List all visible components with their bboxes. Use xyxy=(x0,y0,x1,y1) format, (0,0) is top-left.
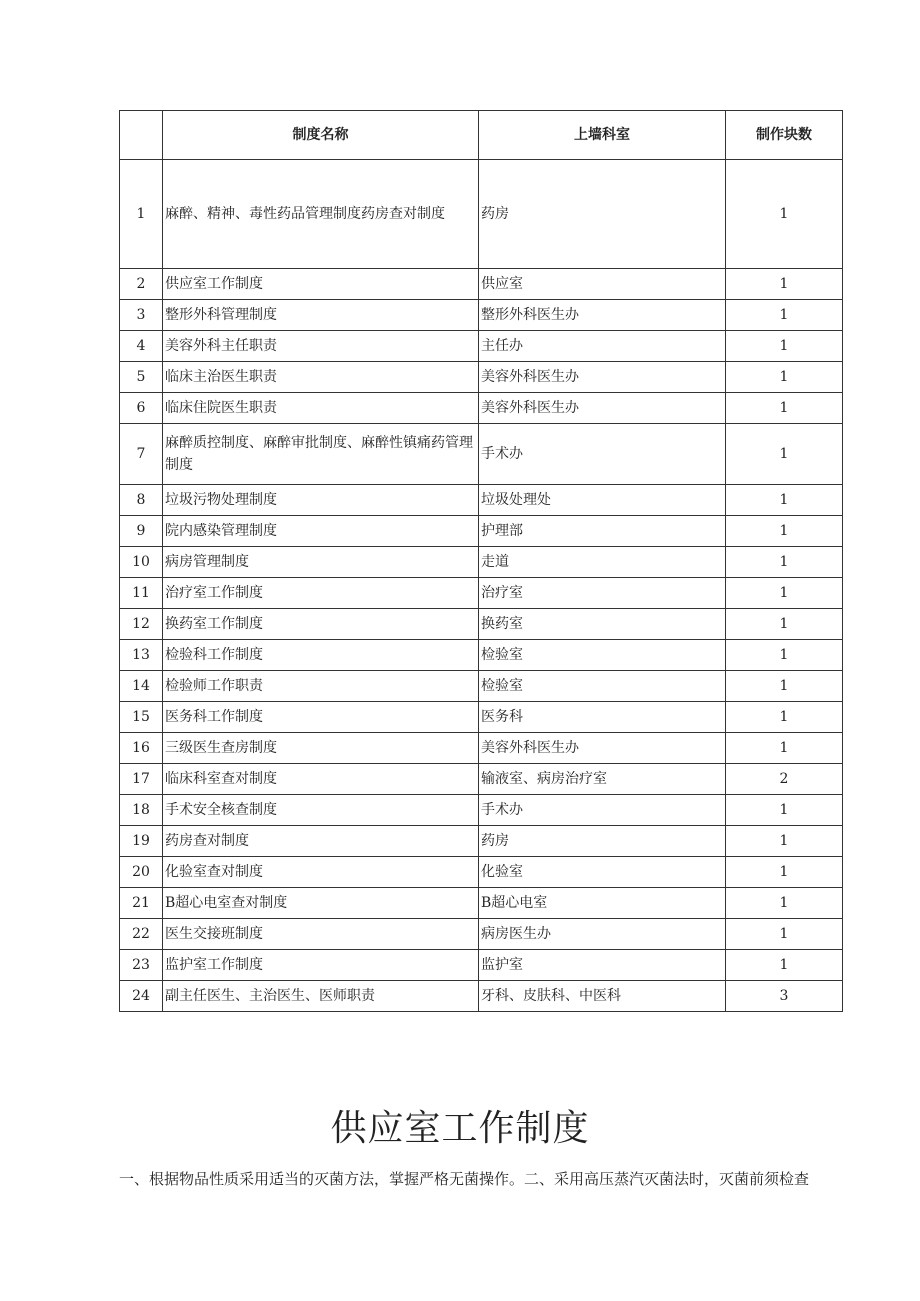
row-policy-name: 病房管理制度 xyxy=(163,547,479,578)
row-count: 1 xyxy=(726,485,843,516)
row-department: 走道 xyxy=(479,547,726,578)
row-policy-name: 麻醉、精神、毒性药品管理制度药房查对制度 xyxy=(163,160,479,269)
row-count: 1 xyxy=(726,919,843,950)
row-index: 8 xyxy=(120,485,163,516)
table-row xyxy=(120,362,843,393)
table-row xyxy=(120,950,843,981)
table-row xyxy=(120,269,843,300)
row-count: 1 xyxy=(726,547,843,578)
row-index: 6 xyxy=(120,393,163,424)
row-index: 1 xyxy=(120,160,163,269)
table-row xyxy=(120,733,843,764)
row-count: 1 xyxy=(726,640,843,671)
row-count: 2 xyxy=(726,764,843,795)
row-department: 治疗室 xyxy=(479,578,726,609)
section-title: 供应室工作制度 xyxy=(330,1108,590,1149)
row-index: 9 xyxy=(120,516,163,547)
table-row xyxy=(120,795,843,826)
row-count: 1 xyxy=(726,888,843,919)
row-department: 供应室 xyxy=(479,269,726,300)
row-department: 病房医生办 xyxy=(479,919,726,950)
row-index: 4 xyxy=(120,331,163,362)
row-department: 整形外科医生办 xyxy=(479,300,726,331)
row-index: 12 xyxy=(120,609,163,640)
row-count: 1 xyxy=(726,269,843,300)
row-index: 23 xyxy=(120,950,163,981)
row-index: 15 xyxy=(120,702,163,733)
row-policy-name: 医务科工作制度 xyxy=(163,702,479,733)
table-row xyxy=(120,393,843,424)
row-count: 1 xyxy=(726,826,843,857)
row-index: 21 xyxy=(120,888,163,919)
row-policy-name: B超心电室查对制度 xyxy=(163,888,479,919)
row-department: 医务科 xyxy=(479,702,726,733)
row-department: 手术办 xyxy=(479,795,726,826)
row-count: 1 xyxy=(726,795,843,826)
table-header-row xyxy=(120,111,843,160)
row-index: 22 xyxy=(120,919,163,950)
row-count: 1 xyxy=(726,609,843,640)
row-department: 监护室 xyxy=(479,950,726,981)
row-policy-name: 换药室工作制度 xyxy=(163,609,479,640)
row-index: 17 xyxy=(120,764,163,795)
row-count: 1 xyxy=(726,300,843,331)
policy-table xyxy=(119,110,843,1012)
row-policy-name: 药房查对制度 xyxy=(163,826,479,857)
row-count: 1 xyxy=(726,671,843,702)
row-policy-name: 整形外科管理制度 xyxy=(163,300,479,331)
row-index: 7 xyxy=(120,424,163,485)
row-count: 3 xyxy=(726,981,843,1012)
header-department: 上墙科室 xyxy=(479,111,726,160)
table-row xyxy=(120,485,843,516)
row-policy-name: 监护室工作制度 xyxy=(163,950,479,981)
table-row xyxy=(120,160,843,269)
table-row xyxy=(120,516,843,547)
row-department: 药房 xyxy=(479,160,726,269)
header-index xyxy=(120,111,163,160)
row-policy-name: 麻醉质控制度、麻醉审批制度、麻醉性镇痛药管理制度 xyxy=(163,424,479,485)
row-policy-name: 治疗室工作制度 xyxy=(163,578,479,609)
row-policy-name: 三级医生查房制度 xyxy=(163,733,479,764)
row-count: 1 xyxy=(726,950,843,981)
row-department: 垃圾处理处 xyxy=(479,485,726,516)
row-policy-name: 美容外科主任职责 xyxy=(163,331,479,362)
table-row xyxy=(120,547,843,578)
row-count: 1 xyxy=(726,393,843,424)
row-department: 检验室 xyxy=(479,640,726,671)
row-policy-name: 垃圾污物处理制度 xyxy=(163,485,479,516)
row-count: 1 xyxy=(726,331,843,362)
row-policy-name: 副主任医生、主治医生、医师职责 xyxy=(163,981,479,1012)
table-row xyxy=(120,857,843,888)
row-index: 20 xyxy=(120,857,163,888)
row-policy-name: 临床住院医生职责 xyxy=(163,393,479,424)
row-count: 1 xyxy=(726,702,843,733)
table-row xyxy=(120,702,843,733)
row-department: 输液室、病房治疗室 xyxy=(479,764,726,795)
table-row xyxy=(120,826,843,857)
table-body xyxy=(120,160,843,1012)
table-row xyxy=(120,919,843,950)
table-row xyxy=(120,981,843,1012)
row-index: 2 xyxy=(120,269,163,300)
row-count: 1 xyxy=(726,160,843,269)
row-count: 1 xyxy=(726,516,843,547)
row-index: 11 xyxy=(120,578,163,609)
table-row xyxy=(120,331,843,362)
row-department: 美容外科医生办 xyxy=(479,733,726,764)
table-row xyxy=(120,424,843,485)
row-policy-name: 检验科工作制度 xyxy=(163,640,479,671)
table-row xyxy=(120,888,843,919)
row-department: 手术办 xyxy=(479,424,726,485)
row-department: 美容外科医生办 xyxy=(479,362,726,393)
section-paragraph: 一、根据物品性质采用适当的灭菌方法，掌握严格无菌操作。二、采用高压蒸汽灭菌法时，灭菌前须检查 xyxy=(119,1170,810,1188)
row-department: 药房 xyxy=(479,826,726,857)
row-policy-name: 院内感染管理制度 xyxy=(163,516,479,547)
table-row xyxy=(120,764,843,795)
row-policy-name: 供应室工作制度 xyxy=(163,269,479,300)
table-row xyxy=(120,671,843,702)
row-policy-name: 化验室查对制度 xyxy=(163,857,479,888)
row-index: 13 xyxy=(120,640,163,671)
row-policy-name: 手术安全核查制度 xyxy=(163,795,479,826)
header-count: 制作块数 xyxy=(726,111,843,160)
row-count: 1 xyxy=(726,857,843,888)
row-department: 主任办 xyxy=(479,331,726,362)
row-index: 24 xyxy=(120,981,163,1012)
row-count: 1 xyxy=(726,424,843,485)
table-row xyxy=(120,640,843,671)
row-policy-name: 检验师工作职责 xyxy=(163,671,479,702)
row-index: 5 xyxy=(120,362,163,393)
row-index: 3 xyxy=(120,300,163,331)
header-policy-name: 制度名称 xyxy=(163,111,479,160)
row-department: 换药室 xyxy=(479,609,726,640)
row-count: 1 xyxy=(726,362,843,393)
row-policy-name: 医生交接班制度 xyxy=(163,919,479,950)
row-index: 19 xyxy=(120,826,163,857)
row-count: 1 xyxy=(726,733,843,764)
row-department: 护理部 xyxy=(479,516,726,547)
table-row xyxy=(120,609,843,640)
table-row xyxy=(120,578,843,609)
row-index: 18 xyxy=(120,795,163,826)
table-row xyxy=(120,300,843,331)
row-department: 检验室 xyxy=(479,671,726,702)
row-index: 14 xyxy=(120,671,163,702)
row-policy-name: 临床科室查对制度 xyxy=(163,764,479,795)
row-department: B超心电室 xyxy=(479,888,726,919)
row-department: 牙科、皮肤科、中医科 xyxy=(479,981,726,1012)
row-index: 10 xyxy=(120,547,163,578)
row-index: 16 xyxy=(120,733,163,764)
row-count: 1 xyxy=(726,578,843,609)
row-department: 美容外科医生办 xyxy=(479,393,726,424)
row-policy-name: 临床主治医生职责 xyxy=(163,362,479,393)
row-department: 化验室 xyxy=(479,857,726,888)
